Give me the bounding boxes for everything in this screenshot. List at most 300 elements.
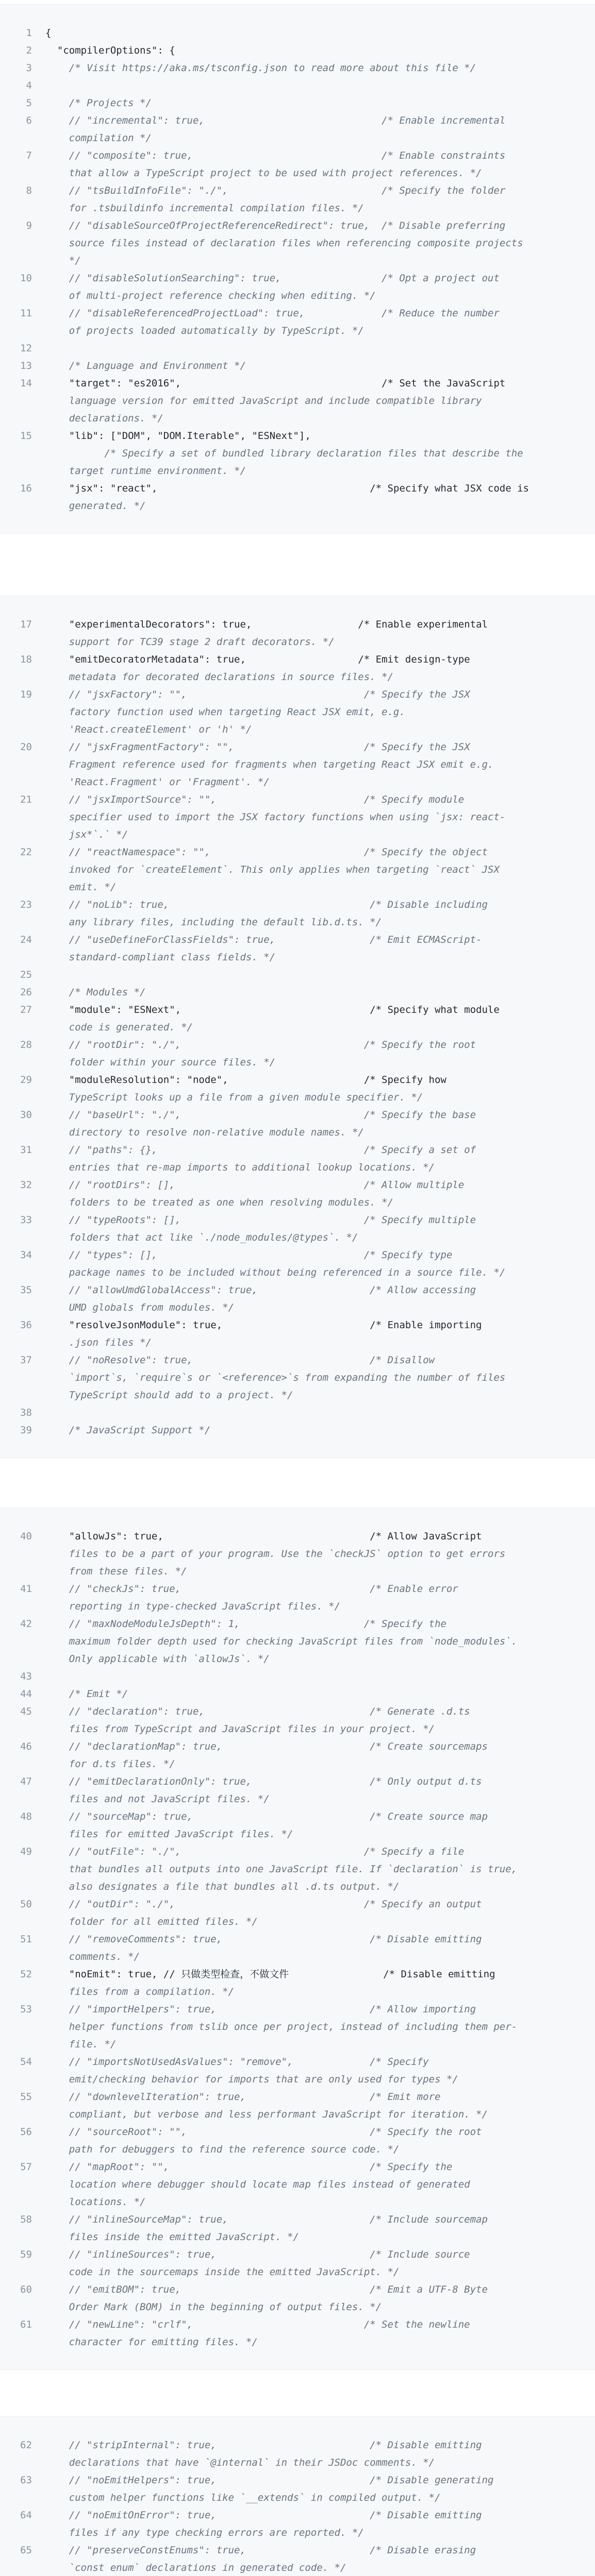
code-panel-4 <box>0 2416 595 2576</box>
code-line <box>0 1106 595 1124</box>
code-line <box>0 1825 595 1843</box>
line-number: 55 <box>20 2091 32 2103</box>
code-line <box>0 462 595 480</box>
code-text: // "reactNamespace": "", /* Specify the object <box>45 846 488 858</box>
code-line <box>0 913 595 931</box>
code-line <box>0 2176 595 2193</box>
code-line <box>0 2436 595 2454</box>
code-line <box>0 931 595 948</box>
code-text: file. */ <box>45 2039 117 2050</box>
code-line <box>0 357 595 375</box>
code-text: // "useDefineForClassFields": true, /* Emit ECMAScript- <box>45 934 482 945</box>
code-text: also designates a file that bundles all .d.ts output. */ <box>45 1881 400 1892</box>
code-text: "compilerOptions": { <box>45 45 175 56</box>
code-line <box>0 1528 595 1545</box>
code-line <box>0 1351 595 1369</box>
code-text: compilation */ <box>45 132 152 144</box>
code-line <box>0 2316 595 2333</box>
line-number: 64 <box>20 2510 32 2521</box>
code-text: files from TypeScript and JavaScript files in your project. */ <box>45 1723 435 1735</box>
code-text: // "tsBuildInfoFile": "./", /* Specify the folder <box>45 185 506 196</box>
code-text: path for debuggers to find the reference source code. */ <box>45 2144 400 2155</box>
code-line <box>0 304 595 322</box>
code-text: // "outDir": "./", /* Specify an output <box>45 1899 482 1910</box>
line-number: 49 <box>20 1846 32 1857</box>
line-number: 36 <box>20 1319 32 1331</box>
code-text: any library files, including the default lib.d.ts. */ <box>45 917 382 928</box>
code-text: for d.ts files. */ <box>45 1758 175 1770</box>
line-number: 15 <box>20 430 32 442</box>
line-number: 48 <box>20 1811 32 1822</box>
code-line <box>0 2559 595 2576</box>
code-line <box>0 1965 595 1983</box>
code-text: language version for emitted JavaScript and include compatible library <box>45 395 482 406</box>
code-line <box>0 340 595 357</box>
code-text: "lib": ["DOM", "DOM.Iterable", "ESNext"], <box>45 430 311 442</box>
code-text: emit. */ <box>45 882 117 893</box>
code-line <box>0 1983 595 2001</box>
code-line <box>0 1316 595 1334</box>
code-line <box>0 480 595 497</box>
code-line <box>0 392 595 410</box>
code-text: for .tsbuildinfo incremental compilation files. */ <box>45 202 364 214</box>
code-text: folders to be treated as one when resolving modules. */ <box>45 1197 393 1208</box>
code-text: code in the sourcemaps inside the emitted JavaScript. */ <box>45 2266 400 2278</box>
code-line <box>0 1054 595 1071</box>
line-number: 53 <box>20 2004 32 2015</box>
code-text: // "jsxImportSource": "", /* Specify module <box>45 794 465 805</box>
code-text: // "importsNotUsedAsValues": "remove", /* Specify <box>45 2056 429 2067</box>
code-text: emit/checking behavior for imports that are only used for types */ <box>45 2074 458 2085</box>
code-text: custom helper functions like `__extends` in compiled output. */ <box>45 2492 441 2503</box>
code-line <box>0 1563 595 1580</box>
code-text: // "checkJs": true, /* Enable error <box>45 1583 458 1595</box>
line-number: 42 <box>20 1618 32 1630</box>
code-line <box>0 2281 595 2298</box>
code-text: support for TC39 stage 2 draft decorators. */ <box>45 636 335 648</box>
code-line <box>0 1421 595 1439</box>
code-line <box>0 1895 595 1913</box>
code-text: Only applicable with `allowJs`. */ <box>45 1653 270 1665</box>
code-line <box>0 966 595 984</box>
line-number: 50 <box>20 1899 32 1910</box>
line-number: 1 <box>26 27 32 39</box>
code-text: // "removeComments": true, /* Disable emitting <box>45 1934 482 1945</box>
code-text: // "outFile": "./", /* Specify a file <box>45 1846 465 1857</box>
code-line <box>0 2333 595 2351</box>
code-text: "module": "ESNext", /* Specify what module <box>45 1004 500 1015</box>
code-line <box>0 1685 595 1703</box>
code-text: /* Specify a set of bundled library declaration files that describe the <box>45 448 523 459</box>
code-text: // "inlineSourceMap": true, /* Include sourcemap <box>45 2214 488 2225</box>
line-number: 12 <box>20 343 32 354</box>
code-line <box>0 1194 595 1211</box>
code-text: "resolveJsonModule": true, /* Enable importing <box>45 1319 482 1331</box>
code-line <box>0 1913 595 1930</box>
code-text: declarations that have `@internal` in their JSDoc comments. */ <box>45 2457 435 2468</box>
line-number: 10 <box>20 273 32 284</box>
code-text: UMD globals from modules. */ <box>45 1302 235 1313</box>
code-text: // "maxNodeModuleJsDepth": 1, /* Specify the <box>45 1618 447 1630</box>
code-line <box>0 1738 595 1755</box>
code-line <box>0 1246 595 1264</box>
code-text: folder for all emitted files. */ <box>45 1916 258 1927</box>
code-text: 'React.Fragment' or 'Fragment'. */ <box>45 776 270 788</box>
line-number: 43 <box>20 1671 32 1682</box>
code-text: // "inlineSources": true, /* Include source <box>45 2249 470 2260</box>
code-line <box>0 234 595 252</box>
line-number: 8 <box>26 185 32 196</box>
line-number: 45 <box>20 1706 32 1717</box>
code-line <box>0 1264 595 1281</box>
code-text: // "typeRoots": [], /* Specify multiple <box>45 1214 476 1226</box>
code-line <box>0 2071 595 2088</box>
code-text: // "sourceRoot": "", /* Specify the root <box>45 2126 482 2138</box>
line-number: 2 <box>26 45 32 56</box>
code-text: location where debugger should locate map files instead of generated <box>45 2179 470 2190</box>
code-text: 'React.createElement' or 'h' */ <box>45 724 252 735</box>
code-line <box>0 633 595 651</box>
code-text: // "declarationMap": true, /* Create sourcemaps <box>45 1741 488 1752</box>
code-text: "experimentalDecorators": true, /* Enable experimental <box>45 619 488 630</box>
code-line <box>0 668 595 686</box>
code-text: // "noEmitHelpers": true, /* Disable generating <box>45 2475 494 2486</box>
code-text: files for emitted JavaScript files. */ <box>45 1828 293 1840</box>
code-line <box>0 2506 595 2524</box>
code-line <box>0 861 595 878</box>
line-number: 6 <box>26 115 32 126</box>
code-text: /* Modules */ <box>45 987 146 998</box>
line-number: 46 <box>20 1741 32 1752</box>
code-text: // "mapRoot": "", /* Specify the <box>45 2161 453 2173</box>
code-text: folder within your source files. */ <box>45 1057 276 1068</box>
code-line <box>0 94 595 112</box>
code-text: // "noLib": true, /* Disable including <box>45 899 488 910</box>
code-text: // "jsxFragmentFactory": "", /* Specify the JSX <box>45 741 470 753</box>
line-number: 37 <box>20 1354 32 1366</box>
code-line <box>0 1650 595 1668</box>
line-number: 63 <box>20 2475 32 2486</box>
code-text: files from a compilation. */ <box>45 1986 235 1997</box>
code-text: // "declaration": true, /* Generate .d.ts <box>45 1706 470 1717</box>
code-line <box>0 2211 595 2228</box>
line-number: 56 <box>20 2126 32 2138</box>
code-line <box>0 1071 595 1089</box>
code-text: // "sourceMap": true, /* Create source map <box>45 1811 488 1822</box>
code-text: /* Visit https://aka.ms/tsconfig.json to read more about this file */ <box>45 62 476 74</box>
code-text: .json files */ <box>45 1337 152 1348</box>
code-line <box>0 2106 595 2123</box>
line-number: 28 <box>20 1039 32 1050</box>
code-line <box>0 199 595 217</box>
code-text: /* JavaScript Support */ <box>45 1425 211 1436</box>
code-text: TypeScript looks up a file from a given module specifier. */ <box>45 1092 423 1103</box>
line-number: 33 <box>20 1214 32 1226</box>
line-number: 19 <box>20 689 32 700</box>
code-text: // "preserveConstEnums": true, /* Disable erasing <box>45 2545 476 2556</box>
line-number: 47 <box>20 1776 32 1787</box>
code-line <box>0 59 595 77</box>
code-line <box>0 2001 595 2018</box>
code-text: directory to resolve non-relative module names. */ <box>45 1127 364 1138</box>
code-text: "jsx": "react", /* Specify what JSX code is <box>45 483 529 494</box>
line-number: 7 <box>26 150 32 161</box>
code-text: files if any type checking errors are reported. */ <box>45 2527 364 2538</box>
code-text: files and not JavaScript files. */ <box>45 1793 270 1805</box>
code-text: reporting in type-checked JavaScript files. */ <box>45 1601 340 1612</box>
code-line <box>0 948 595 966</box>
code-text: // "rootDirs": [], /* Allow multiple <box>45 1179 465 1191</box>
code-panel-3 <box>0 1507 595 2370</box>
code-line <box>0 1369 595 1386</box>
code-line <box>0 1141 595 1159</box>
code-text: // "emitDeclarationOnly": true, /* Only output d.ts <box>45 1776 482 1787</box>
code-text: maximum folder depth used for checking JavaScript files from `node_modules`. <box>45 1636 518 1647</box>
code-text: package names to be included without being referenced in a source file. */ <box>45 1267 506 1278</box>
code-line <box>0 686 595 703</box>
code-line <box>0 112 595 129</box>
code-text: // "importHelpers": true, /* Allow importing <box>45 2004 476 2015</box>
code-text: { <box>45 27 52 39</box>
code-line <box>0 826 595 843</box>
code-line <box>0 1229 595 1246</box>
code-text: files inside the emitted JavaScript. */ <box>45 2231 299 2243</box>
code-line <box>0 2018 595 2036</box>
code-line <box>0 2036 595 2053</box>
code-line <box>0 217 595 234</box>
code-text: // "disableReferencedProjectLoad": true, /* Reduce the number <box>45 308 500 319</box>
code-line <box>0 2123 595 2141</box>
line-number: 23 <box>20 899 32 910</box>
line-number: 65 <box>20 2545 32 2556</box>
code-text: // "paths": {}, /* Specify a set of <box>45 1144 476 1156</box>
code-text: "emitDecoratorMetadata": true, /* Emit design-type <box>45 654 470 665</box>
code-text: "allowJs": true, /* Allow JavaScript <box>45 1531 482 1542</box>
code-text: `const enum` declarations in generated code. */ <box>45 2562 346 2573</box>
line-number: 5 <box>26 97 32 109</box>
code-text: comments. */ <box>45 1951 140 1962</box>
code-text: locations. */ <box>45 2196 146 2208</box>
code-text: factory function used when targeting React JSX emit, e.g. <box>45 706 405 718</box>
code-text: `import`s, `require`s or `<reference>`s from expanding the number of files <box>45 1372 506 1383</box>
code-line <box>0 878 595 896</box>
code-text: declarations. */ <box>45 413 163 424</box>
code-text: from these files. */ <box>45 1566 187 1577</box>
code-text: compliant, but verbose and less performant JavaScript for iteration. */ <box>45 2109 488 2120</box>
code-line <box>0 1001 595 1019</box>
code-line <box>0 1773 595 1790</box>
code-text: specifier used to import the JSX factory functions when using `jsx: react- <box>45 811 506 823</box>
code-text: // "allowUmdGlobalAccess": true, /* Allow accessing <box>45 1284 476 1296</box>
line-number: 30 <box>20 1109 32 1121</box>
code-line <box>0 1545 595 1563</box>
code-text: standard-compliant class fields. */ <box>45 952 276 963</box>
line-number: 22 <box>20 846 32 858</box>
code-line <box>0 322 595 340</box>
code-line <box>0 2158 595 2176</box>
code-line <box>0 1299 595 1316</box>
code-text: /* Projects */ <box>45 97 152 109</box>
code-line <box>0 164 595 182</box>
code-text: // "noEmitOnError": true, /* Disable emitting <box>45 2510 482 2521</box>
code-text: Order Mark (BOM) in the beginning of output files. */ <box>45 2301 382 2313</box>
code-line <box>0 1878 595 1895</box>
code-text: jsx*`.` */ <box>45 829 128 840</box>
code-text: // "incremental": true, /* Enable incremental <box>45 115 506 126</box>
code-line <box>0 427 595 445</box>
code-line <box>0 1948 595 1965</box>
code-text: that bundles all outputs into one JavaScript file. If `declaration` is true, <box>45 1863 518 1875</box>
line-number: 31 <box>20 1144 32 1156</box>
code-text: // "rootDir": "./", /* Specify the root <box>45 1039 476 1050</box>
code-line <box>0 1124 595 1141</box>
code-text: files to be a part of your program. Use the `checkJS` option to get errors <box>45 1548 506 1560</box>
code-line <box>0 2471 595 2489</box>
line-number: 32 <box>20 1179 32 1191</box>
code-line <box>0 1598 595 1615</box>
code-text: // "jsxFactory": "", /* Specify the JSX <box>45 689 470 700</box>
code-text: source files instead of declaration files when referencing composite projects <box>45 238 523 249</box>
code-line <box>0 1843 595 1860</box>
code-line <box>0 77 595 94</box>
code-line <box>0 1089 595 1106</box>
code-line <box>0 738 595 756</box>
code-line <box>0 703 595 721</box>
code-line <box>0 1755 595 1773</box>
code-text: folders that act like `./node_modules/@types`. */ <box>45 1232 358 1243</box>
code-text: // "types": [], /* Specify type <box>45 1249 453 1261</box>
code-text: // "disableSourceOfProjectReferenceRedirect": true, /* Disable preferring <box>45 220 506 231</box>
code-line <box>0 1860 595 1878</box>
code-text: // "stripInternal": true, /* Disable emitting <box>45 2439 482 2451</box>
code-line <box>0 1703 595 1720</box>
code-text: Fragment reference used for fragments when targeting React JSX emit e.g. <box>45 759 494 770</box>
code-panel-1 <box>0 4 595 534</box>
code-line <box>0 616 595 633</box>
code-text: // "downlevelIteration": true, /* Emit more <box>45 2091 441 2103</box>
line-number: 11 <box>20 308 32 319</box>
code-text: /* Emit */ <box>45 1688 128 1700</box>
code-line <box>0 1615 595 1633</box>
code-line <box>0 756 595 773</box>
code-line <box>0 269 595 287</box>
code-text: /* Language and Environment */ <box>45 360 246 371</box>
line-number: 58 <box>20 2214 32 2225</box>
line-number: 4 <box>26 80 32 91</box>
code-line <box>0 1720 595 1738</box>
code-text: // "emitBOM": true, /* Emit a UTF-8 Byte <box>45 2284 488 2295</box>
code-line <box>0 843 595 861</box>
line-number: 60 <box>20 2284 32 2295</box>
code-text: // "composite": true, /* Enable constraints <box>45 150 506 161</box>
code-line <box>0 129 595 147</box>
code-line <box>0 24 595 42</box>
code-line <box>0 2228 595 2246</box>
code-line <box>0 445 595 462</box>
line-number: 44 <box>20 1688 32 1700</box>
code-text: target runtime environment. */ <box>45 465 246 477</box>
code-line <box>0 1633 595 1650</box>
code-text: // "noResolve": true, /* Disallow <box>45 1354 435 1366</box>
code-text: invoked for `createElement`. This only applies when targeting `react` JSX <box>45 864 500 875</box>
line-number: 24 <box>20 934 32 945</box>
code-line <box>0 2541 595 2559</box>
code-line <box>0 1334 595 1351</box>
code-line <box>0 2246 595 2263</box>
line-number: 62 <box>20 2439 32 2451</box>
line-number: 34 <box>20 1249 32 1261</box>
code-line <box>0 2053 595 2071</box>
code-line <box>0 2489 595 2506</box>
code-line <box>0 2141 595 2158</box>
code-line <box>0 2524 595 2541</box>
line-number: 13 <box>20 360 32 371</box>
code-line <box>0 1930 595 1948</box>
code-line <box>0 1668 595 1685</box>
line-number: 61 <box>20 2319 32 2330</box>
code-line <box>0 791 595 808</box>
line-number: 14 <box>20 378 32 389</box>
code-line <box>0 1036 595 1054</box>
code-line <box>0 984 595 1001</box>
code-panel-2 <box>0 596 595 1458</box>
code-text: entries that re-map imports to additional lookup locations. */ <box>45 1162 435 1173</box>
code-line <box>0 1211 595 1229</box>
code-line <box>0 651 595 668</box>
code-text: character for emitting files. */ <box>45 2336 258 2348</box>
code-text: generated. */ <box>45 500 146 512</box>
code-text: // "newLine": "crlf", /* Set the newline <box>45 2319 470 2330</box>
line-number: 25 <box>20 969 32 980</box>
code-line <box>0 42 595 59</box>
code-line <box>0 2298 595 2316</box>
code-text: // "baseUrl": "./", /* Specify the base <box>45 1109 476 1121</box>
code-text: metadata for decorated declarations in source files. */ <box>45 671 393 683</box>
code-text: // "disableSolutionSearching": true, /* Opt a project out <box>45 273 500 284</box>
code-text: "target": "es2016", /* Set the JavaScript <box>45 378 506 389</box>
line-number: 41 <box>20 1583 32 1595</box>
code-line <box>0 375 595 392</box>
code-line <box>0 147 595 164</box>
code-line <box>0 252 595 269</box>
code-line <box>0 896 595 913</box>
line-number: 29 <box>20 1074 32 1086</box>
line-number: 26 <box>20 987 32 998</box>
code-line <box>0 1790 595 1808</box>
code-line <box>0 2454 595 2471</box>
line-number: 18 <box>20 654 32 665</box>
line-number: 21 <box>20 794 32 805</box>
code-text: that allow a TypeScript project to be used with project references. */ <box>45 167 482 179</box>
code-line <box>0 2193 595 2211</box>
code-text: of multi-project reference checking when editing. */ <box>45 290 376 301</box>
code-line <box>0 410 595 427</box>
code-text: */ <box>45 255 81 266</box>
code-text: code is generated. */ <box>45 1022 193 1033</box>
line-number: 16 <box>20 483 32 494</box>
code-line <box>0 2088 595 2106</box>
code-line <box>0 1808 595 1825</box>
line-number: 9 <box>26 220 32 231</box>
code-line <box>0 1580 595 1598</box>
code-line <box>0 2263 595 2281</box>
code-line <box>0 1176 595 1194</box>
code-text: helper functions from tslib once per project, instead of including them per- <box>45 2021 518 2032</box>
code-line <box>0 773 595 791</box>
code-text: "moduleResolution": "node", /* Specify how <box>45 1074 447 1086</box>
code-line <box>0 1386 595 1404</box>
code-line <box>0 182 595 199</box>
